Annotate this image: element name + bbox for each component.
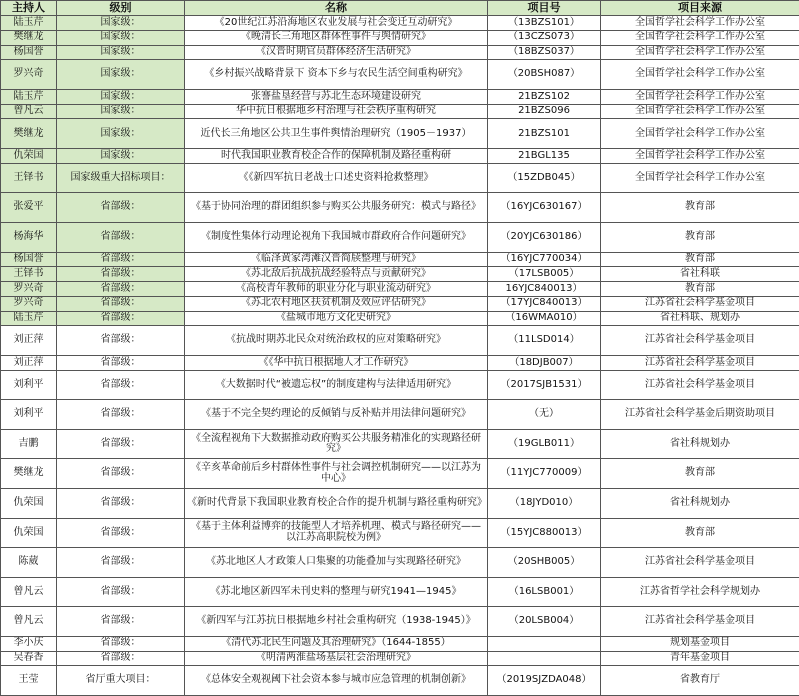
table-row bbox=[1, 636, 799, 651]
cell-host: 刘利平 bbox=[1, 400, 57, 430]
cell-level: 省部级： bbox=[57, 548, 185, 578]
cell-source: 省社科联、规划办 bbox=[601, 311, 799, 326]
cell-source: 江苏省社会科学基金项目 bbox=[601, 370, 799, 400]
header-source: 项目来源 bbox=[601, 1, 799, 16]
cell-title: 《苏北地区人才政策人口集聚的功能叠加与实现路径研究》 bbox=[185, 548, 488, 578]
cell-code: （16YJC630167） bbox=[488, 193, 601, 223]
cell-level: 省部级： bbox=[57, 607, 185, 637]
cell-level: 国家级： bbox=[57, 119, 185, 149]
cell-title: 《苏北敌后抗战抗战经验特点与贡献研究》 bbox=[185, 267, 488, 282]
table-row bbox=[1, 16, 799, 31]
cell-title: 《盐城市地方文化史研究》 bbox=[185, 311, 488, 326]
cell-code: 21BGL135 bbox=[488, 149, 601, 164]
cell-level: 省部级： bbox=[57, 489, 185, 519]
cell-source: 江苏省社会科学基金项目 bbox=[601, 607, 799, 637]
cell-level: 省部级： bbox=[57, 267, 185, 282]
table-row bbox=[1, 370, 799, 400]
table-row bbox=[1, 89, 799, 104]
cell-title: 《汉晋时期官员群体经济生活研究》 bbox=[185, 45, 488, 60]
cell-source: 教育部 bbox=[601, 193, 799, 223]
cell-code: （2017SJB1531） bbox=[488, 370, 601, 400]
cell-level: 国家级： bbox=[57, 16, 185, 31]
cell-title: 《晚清长三角地区群体性事件与舆情研究》 bbox=[185, 30, 488, 45]
cell-host: 杨国誉 bbox=[1, 45, 57, 60]
table-row bbox=[1, 104, 799, 119]
cell-title: 《明清两淮盐场基层社会治理研究》 bbox=[185, 651, 488, 666]
cell-host: 刘正萍 bbox=[1, 326, 57, 356]
cell-title: 《辛亥革命前后乡村群体性事件与社会调控机制研究——以江苏为中心》 bbox=[185, 459, 488, 489]
cell-title: 时代我国职业教育校企合作的保障机制及路径重构研 bbox=[185, 149, 488, 164]
cell-host: 罗兴奇 bbox=[1, 296, 57, 311]
table-row bbox=[1, 355, 799, 370]
table-row bbox=[1, 607, 799, 637]
cell-host: 曾凡云 bbox=[1, 577, 57, 607]
table-row bbox=[1, 296, 799, 311]
cell-code: （15YJC880013） bbox=[488, 518, 601, 548]
cell-source: 全国哲学社会科学工作办公室 bbox=[601, 16, 799, 31]
cell-title: 《基于不完全契约理论的反倾销与反补贴并用法律问题研究》 bbox=[185, 400, 488, 430]
cell-source: 教育部 bbox=[601, 222, 799, 252]
cell-source: 江苏省社会科学基金后期资助项目 bbox=[601, 400, 799, 430]
cell-source: 省教育厅 bbox=[601, 666, 799, 696]
table-row bbox=[1, 119, 799, 149]
cell-title: 《大数据时代“被遗忘权”的制度建构与法律适用研究》 bbox=[185, 370, 488, 400]
cell-code: 21BZS101 bbox=[488, 119, 601, 149]
cell-level: 省部级： bbox=[57, 518, 185, 548]
table-row bbox=[1, 163, 799, 193]
table-row bbox=[1, 548, 799, 578]
cell-title: 《基于主体利益博弈的技能型人才培养机理、模式与路径研究——以江苏高职院校为例》 bbox=[185, 518, 488, 548]
table-row bbox=[1, 60, 799, 90]
cell-source: 全国哲学社会科学工作办公室 bbox=[601, 30, 799, 45]
cell-code: （20YJC630186） bbox=[488, 222, 601, 252]
cell-level: 省部级： bbox=[57, 429, 185, 459]
cell-code: （16LSB001） bbox=[488, 577, 601, 607]
cell-code: 21BZS096 bbox=[488, 104, 601, 119]
table-row bbox=[1, 666, 799, 696]
cell-title: 《苏北地区新四军未刊史料的整理与研究1941—1945》 bbox=[185, 577, 488, 607]
cell-code: 16YJC840013） bbox=[488, 282, 601, 297]
cell-level: 省部级： bbox=[57, 326, 185, 356]
cell-source: 全国哲学社会科学工作办公室 bbox=[601, 89, 799, 104]
cell-level: 省部级： bbox=[57, 311, 185, 326]
cell-host: 杨国誉 bbox=[1, 252, 57, 267]
cell-host: 樊继龙 bbox=[1, 119, 57, 149]
table-row bbox=[1, 193, 799, 223]
cell-level: 国家级： bbox=[57, 104, 185, 119]
table-row bbox=[1, 252, 799, 267]
cell-code: （无） bbox=[488, 400, 601, 430]
table-row bbox=[1, 282, 799, 297]
cell-title: 近代长三角地区公共卫生事件舆情治理研究（1905－1937） bbox=[185, 119, 488, 149]
cell-host: 王铎书 bbox=[1, 163, 57, 193]
cell-source: 江苏省社会科学基金项目 bbox=[601, 326, 799, 356]
cell-host: 仇荣国 bbox=[1, 518, 57, 548]
cell-host: 仇荣国 bbox=[1, 489, 57, 519]
cell-level: 国家级： bbox=[57, 45, 185, 60]
cell-host: 王铎书 bbox=[1, 267, 57, 282]
cell-host: 樊继龙 bbox=[1, 459, 57, 489]
cell-source: 全国哲学社会科学工作办公室 bbox=[601, 104, 799, 119]
cell-host: 陈葳 bbox=[1, 548, 57, 578]
cell-title: 《总体安全观视阈下社会资本参与城市应急管理的机制创新》 bbox=[185, 666, 488, 696]
cell-source: 规划基金项目 bbox=[601, 636, 799, 651]
cell-title: 《苏北农村地区扶贫机制及效应评估研究》 bbox=[185, 296, 488, 311]
cell-code: （20BSH087） bbox=[488, 60, 601, 90]
cell-title: 《20世纪江苏沿海地区农业发展与社会变迁互动研究》 bbox=[185, 16, 488, 31]
cell-code: （13CZS073） bbox=[488, 30, 601, 45]
cell-title: 《乡村振兴战略背景下 资本下乡与农民生活空间重构研究》 bbox=[185, 60, 488, 90]
cell-level: 省部级： bbox=[57, 193, 185, 223]
table-row bbox=[1, 429, 799, 459]
cell-source: 江苏省社会科学基金项目 bbox=[601, 548, 799, 578]
cell-level: 国家级： bbox=[57, 89, 185, 104]
cell-level: 省部级： bbox=[57, 459, 185, 489]
cell-source: 教育部 bbox=[601, 252, 799, 267]
cell-source: 省社科规划办 bbox=[601, 489, 799, 519]
cell-source: 教育部 bbox=[601, 518, 799, 548]
cell-host: 陆玉芹 bbox=[1, 16, 57, 31]
cell-host: 罗兴奇 bbox=[1, 282, 57, 297]
cell-host: 曾凡云 bbox=[1, 104, 57, 119]
cell-host: 王莹 bbox=[1, 666, 57, 696]
cell-code: （18DJB007） bbox=[488, 355, 601, 370]
cell-source: 省社科联 bbox=[601, 267, 799, 282]
header-host: 主持人 bbox=[1, 1, 57, 16]
cell-title: 华中抗日根据地乡村治理与社会秩序重构研究 bbox=[185, 104, 488, 119]
cell-source: 全国哲学社会科学工作办公室 bbox=[601, 45, 799, 60]
cell-host: 刘利平 bbox=[1, 370, 57, 400]
header-code: 项目号 bbox=[488, 1, 601, 16]
cell-source: 教育部 bbox=[601, 282, 799, 297]
cell-title: 《《华中抗日根据地人才工作研究》 bbox=[185, 355, 488, 370]
cell-source: 省社科规划办 bbox=[601, 429, 799, 459]
table-row bbox=[1, 311, 799, 326]
cell-host: 张爱平 bbox=[1, 193, 57, 223]
cell-source: 江苏省社会科学基金项目 bbox=[601, 296, 799, 311]
cell-level: 国家级重大招标项目： bbox=[57, 163, 185, 193]
cell-source: 全国哲学社会科学工作办公室 bbox=[601, 163, 799, 193]
cell-source: 全国哲学社会科学工作办公室 bbox=[601, 119, 799, 149]
cell-source: 青年基金项目 bbox=[601, 651, 799, 666]
cell-level: 省部级： bbox=[57, 370, 185, 400]
cell-title: 《高校青年教师的职业分化与职业流动研究》 bbox=[185, 282, 488, 297]
cell-source: 江苏省哲学社会科学规划办 bbox=[601, 577, 799, 607]
cell-level: 省部级： bbox=[57, 296, 185, 311]
table-row bbox=[1, 489, 799, 519]
cell-code: （15ZDB045） bbox=[488, 163, 601, 193]
cell-level: 省部级： bbox=[57, 400, 185, 430]
table-row bbox=[1, 30, 799, 45]
table-row bbox=[1, 651, 799, 666]
cell-title: 《新时代背景下我国职业教育校企合作的提升机制与路径重构研究》 bbox=[185, 489, 488, 519]
table-row bbox=[1, 45, 799, 60]
cell-level: 国家级： bbox=[57, 30, 185, 45]
cell-level: 省部级： bbox=[57, 577, 185, 607]
cell-host: 曾凡云 bbox=[1, 607, 57, 637]
cell-host: 陆玉芹 bbox=[1, 311, 57, 326]
cell-title: 《抗战时期苏北民众对统治政权的应对策略研究》 bbox=[185, 326, 488, 356]
cell-code: （18JYD010） bbox=[488, 489, 601, 519]
cell-source: 全国哲学社会科学工作办公室 bbox=[601, 60, 799, 90]
cell-level: 省部级： bbox=[57, 651, 185, 666]
cell-host: 罗兴奇 bbox=[1, 60, 57, 90]
cell-level: 省部级： bbox=[57, 222, 185, 252]
cell-code: （18BZS037） bbox=[488, 45, 601, 60]
table-row bbox=[1, 326, 799, 356]
cell-title: 《全流程视角下大数据推动政府购买公共服务精准化的实现路径研究》 bbox=[185, 429, 488, 459]
cell-host: 仇荣国 bbox=[1, 149, 57, 164]
header-level: 级别 bbox=[57, 1, 185, 16]
cell-code: （11LSD014） bbox=[488, 326, 601, 356]
header-title: 名称 bbox=[185, 1, 488, 16]
cell-code bbox=[488, 651, 601, 666]
cell-code: （20SHB005） bbox=[488, 548, 601, 578]
table-row bbox=[1, 267, 799, 282]
table-row bbox=[1, 459, 799, 489]
cell-code: （13BZS101） bbox=[488, 16, 601, 31]
cell-host: 陆玉芹 bbox=[1, 89, 57, 104]
cell-title: 《清代苏北民生问题及其治理研究》（1644-1855） bbox=[185, 636, 488, 651]
cell-host: 杨海华 bbox=[1, 222, 57, 252]
cell-code: （16WMA010） bbox=[488, 311, 601, 326]
table-row bbox=[1, 222, 799, 252]
cell-title: 《《新四军抗日老战士口述史资料抢救整理》 bbox=[185, 163, 488, 193]
cell-code: （11YJC770009） bbox=[488, 459, 601, 489]
cell-code: （17LSB005） bbox=[488, 267, 601, 282]
cell-code bbox=[488, 636, 601, 651]
cell-level: 省部级： bbox=[57, 355, 185, 370]
cell-source: 教育部 bbox=[601, 459, 799, 489]
cell-level: 省部级： bbox=[57, 252, 185, 267]
cell-code: （19GLB011） bbox=[488, 429, 601, 459]
cell-title: 《新四军与江苏抗日根据地乡村社会重构研究（1938-1945）》 bbox=[185, 607, 488, 637]
cell-source: 江苏省社会科学基金项目 bbox=[601, 355, 799, 370]
cell-level: 省部级： bbox=[57, 282, 185, 297]
table-row bbox=[1, 149, 799, 164]
cell-host: 吴春香 bbox=[1, 651, 57, 666]
cell-host: 吉鹏 bbox=[1, 429, 57, 459]
cell-title: 《临泽黄家湾滩汉晋简牍整理与研究》 bbox=[185, 252, 488, 267]
cell-host: 李小庆 bbox=[1, 636, 57, 651]
cell-code: （16YJC770034） bbox=[488, 252, 601, 267]
cell-title: 《基于协同治理的群团组织参与购买公共服务研究：模式与路径》 bbox=[185, 193, 488, 223]
table-row bbox=[1, 518, 799, 548]
table-header-row bbox=[1, 1, 799, 16]
cell-level: 国家级： bbox=[57, 149, 185, 164]
cell-title: 《制度性集体行动理论视角下我国城市群政府合作问题研究》 bbox=[185, 222, 488, 252]
cell-host: 刘正萍 bbox=[1, 355, 57, 370]
cell-title: 张謇盐垦经营与苏北生态环境建设研究 bbox=[185, 89, 488, 104]
cell-code: （20LSB004） bbox=[488, 607, 601, 637]
cell-code: （17YJC840013） bbox=[488, 296, 601, 311]
cell-host: 樊继龙 bbox=[1, 30, 57, 45]
cell-code: （2019SJZDA048） bbox=[488, 666, 601, 696]
cell-level: 省部级： bbox=[57, 636, 185, 651]
cell-level: 省厅重大项目： bbox=[57, 666, 185, 696]
cell-level: 国家级： bbox=[57, 60, 185, 90]
table-row bbox=[1, 400, 799, 430]
cell-source: 全国哲学社会科学工作办公室 bbox=[601, 149, 799, 164]
cell-code: 21BZS102 bbox=[488, 89, 601, 104]
table-body bbox=[1, 16, 799, 696]
table-row bbox=[1, 577, 799, 607]
